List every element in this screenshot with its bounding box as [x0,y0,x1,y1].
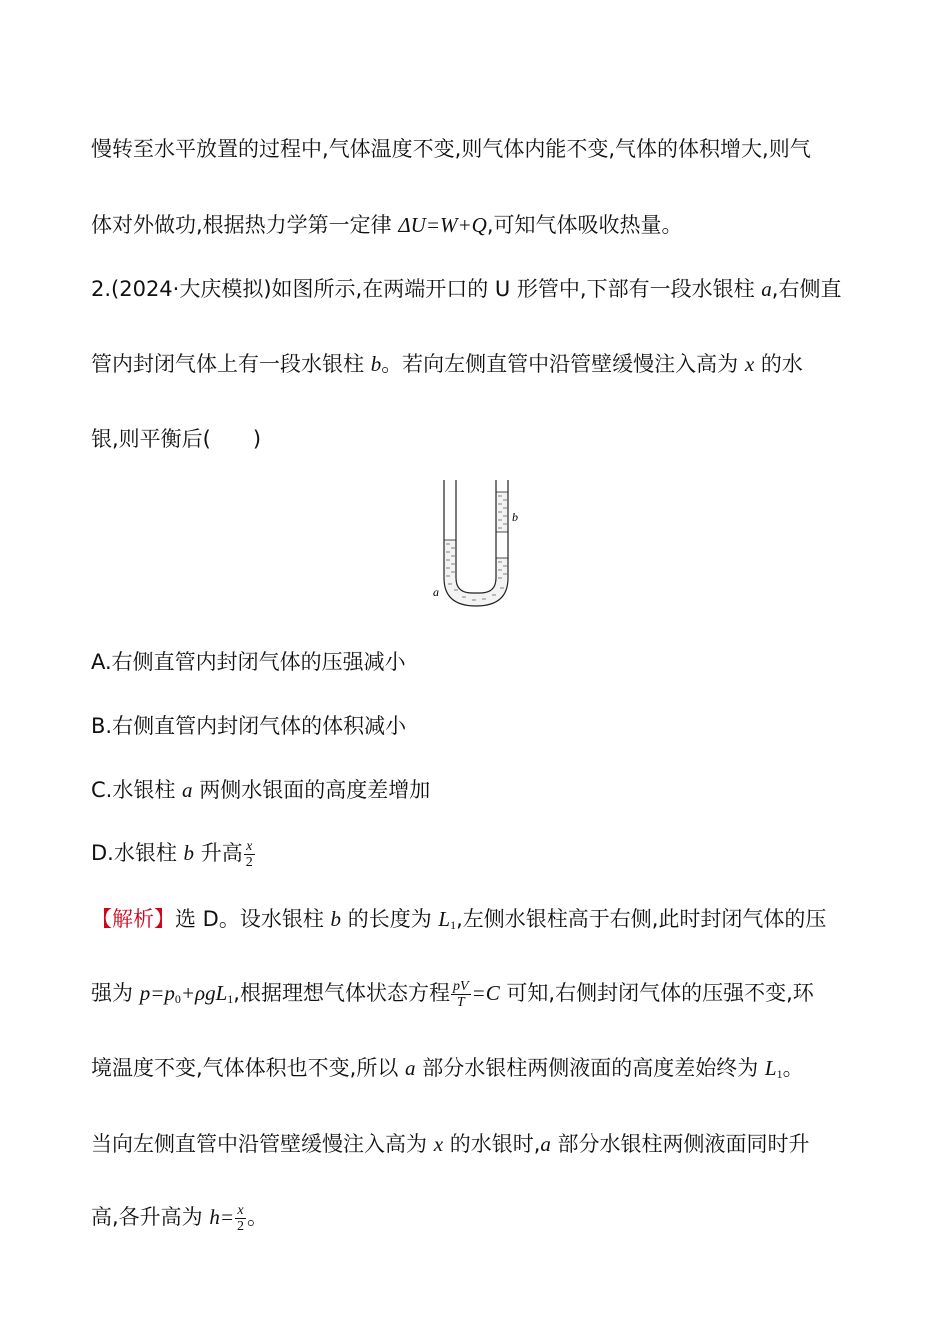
text: 的长度为 [341,907,439,931]
formula: p=p [139,981,175,1005]
text: 当向左侧直管中沿管壁缓慢注入高为 [91,1132,434,1156]
text: 强为 [91,981,140,1005]
label-b: b [512,510,518,524]
question-line [91,424,261,454]
variable: a [761,277,772,301]
text: 的水 [754,352,803,376]
subscript: 1 [227,992,234,1006]
option-text: D.水银柱 [91,841,184,865]
text: 2.(2024·大庆模拟)如图所示,在两端开口的 U 形管中,下部有一段水银柱 [91,277,762,301]
formula: ΔU=W+Q [398,213,487,237]
option-text: A.右侧直管内封闭气体的压强减小 [91,650,406,674]
text: 慢转至水平放置的过程中,气体温度不变,则气体内能不变,气体的体积增大,则气 [91,137,811,161]
text: 。 [782,1056,804,1080]
option-text: 升高 [194,841,243,865]
variable: b [370,352,382,376]
subscript: 1 [776,1067,783,1081]
text: 部分水银柱两侧液面的高度差始终为 [415,1056,765,1080]
analysis-line [91,1129,810,1159]
fraction [244,839,255,870]
analysis-line [91,1053,804,1089]
analysis-tag: 【解析】 [91,907,175,931]
denominator: T [456,994,465,1010]
option-a [91,647,406,677]
variable: x [744,352,755,376]
fraction [235,1203,246,1234]
option-b [91,711,406,741]
option-d [91,838,256,870]
variable: b [330,907,342,931]
text: 部分水银柱两侧液面同时升 [550,1132,810,1156]
text: 管内封闭气体上有一段水银柱 [91,352,371,376]
variable: a [405,1056,416,1080]
variable: L [438,907,451,931]
text-line [91,134,811,164]
text: ,可知气体吸收热量。 [486,213,683,237]
denominator: 2 [245,854,253,870]
variable: a [540,1132,551,1156]
tube-inner-wall [456,480,496,593]
variable: b [183,841,195,865]
text: 可知,右侧封闭气体的压强不变,环 [499,981,814,1005]
analysis-line [91,1202,268,1234]
numerator: x [244,839,255,855]
variable: a [182,778,193,802]
analysis-line [91,904,826,940]
option-c [91,775,430,805]
option-text: B.右侧直管内封闭气体的体积减小 [91,714,407,738]
variable: L [764,1056,777,1080]
text: 高,各升高为 [91,1205,210,1229]
formula: +ρgL [180,981,228,1005]
option-text: 两侧水银面的高度差增加 [192,778,431,802]
text-line [91,210,683,240]
text: ,左侧水银柱高于右侧,此时封闭气体的压 [456,907,827,931]
numerator: pV [452,978,469,994]
text: ,根据理想气体状态方程 [233,981,450,1005]
question-line [91,274,841,304]
text: 。 [247,1205,269,1229]
text: 银,则平衡后( ) [91,427,262,451]
text: 境温度不变,气体体积也不变,所以 [91,1056,406,1080]
text: 。若向左侧直管中沿管壁缓慢注入高为 [381,352,745,376]
analysis-line [91,978,814,1014]
formula: h= [209,1205,235,1229]
text: 选 D。设水银柱 [175,907,331,931]
subscript: 1 [450,918,457,932]
fraction [451,979,471,1010]
numerator: x [235,1203,246,1219]
text: ,右侧直 [771,277,842,301]
option-text: C.水银柱 [91,778,183,802]
denominator: 2 [237,1218,245,1234]
formula: =C [471,981,500,1005]
subscript: 0 [174,992,181,1006]
text: 的水银时, [443,1132,541,1156]
question-line [91,349,803,379]
mercury-column-a [444,540,508,606]
variable: x [433,1132,444,1156]
label-a: a [433,585,439,599]
u-tube-figure [428,478,528,613]
text: 体对外做功,根据热力学第一定律 [91,213,399,237]
